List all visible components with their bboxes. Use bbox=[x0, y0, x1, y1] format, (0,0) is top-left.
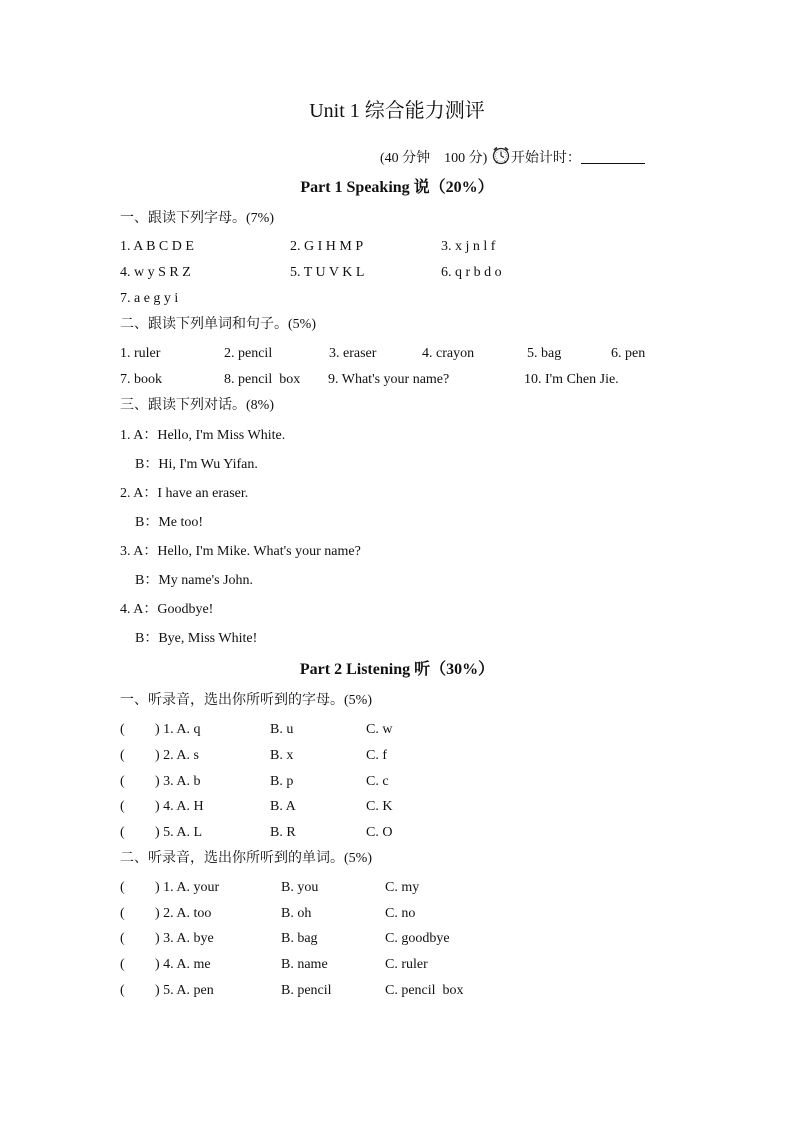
timer-blank[interactable] bbox=[581, 149, 645, 164]
letters-item: 1. A B C D E bbox=[120, 239, 194, 254]
word-item: 1. ruler bbox=[120, 346, 161, 361]
option-a: ) 4. A. H bbox=[155, 799, 204, 814]
letters-item: 4. w y S R Z bbox=[120, 265, 191, 280]
option-c: C. w bbox=[366, 722, 393, 737]
dialogue-line: B：My name's John. bbox=[135, 573, 254, 588]
dialogue-line: 1. A：Hello, I'm Miss White. bbox=[120, 428, 286, 443]
answer-paren: ( bbox=[120, 931, 125, 946]
answer-paren: ( bbox=[120, 774, 125, 789]
option-b: B. u bbox=[270, 722, 294, 737]
answer-paren: ( bbox=[120, 906, 125, 921]
sentence-item: 9. What's your name? bbox=[328, 372, 450, 387]
dialogue-line: 4. A：Goodbye! bbox=[120, 602, 214, 617]
option-b: B. A bbox=[270, 799, 296, 814]
option-c: C. ruler bbox=[385, 957, 428, 972]
option-a: ) 1. A. q bbox=[155, 722, 201, 737]
answer-paren: ( bbox=[120, 748, 125, 763]
option-b: B. p bbox=[270, 774, 294, 789]
option-a: ) 2. A. too bbox=[155, 906, 212, 921]
option-a: ) 3. A. bye bbox=[155, 931, 214, 946]
dialogue-line: B：Hi, I'm Wu Yifan. bbox=[135, 457, 258, 472]
alarm-clock-icon bbox=[491, 145, 511, 169]
option-c: C. c bbox=[366, 774, 389, 789]
option-a: ) 5. A. L bbox=[155, 825, 203, 840]
option-c: C. O bbox=[366, 825, 393, 840]
dialogue-line: 3. A：Hello, I'm Mike. What's your name? bbox=[120, 544, 361, 559]
time-info bbox=[380, 145, 645, 169]
part1-sec3-heading: 三、跟读下列对话。(8%) bbox=[120, 398, 274, 413]
page-title: Unit 1 综合能力测评 bbox=[309, 100, 485, 122]
word-item: 8. pencil box bbox=[224, 372, 301, 387]
answer-paren: ( bbox=[120, 957, 125, 972]
letters-item: 2. G I H M P bbox=[290, 239, 364, 254]
option-b: B. you bbox=[281, 880, 319, 895]
part2-sec1-heading: 一、听录音，选出你所听到的字母。(5%) bbox=[120, 693, 372, 708]
word-item: 4. crayon bbox=[422, 346, 475, 361]
answer-paren: ( bbox=[120, 799, 125, 814]
part1-sec1-heading: 一、跟读下列字母。(7%) bbox=[120, 211, 274, 226]
part2-sec2-heading: 二、听录音，选出你所听到的单词。(5%) bbox=[120, 851, 372, 866]
option-c: C. my bbox=[385, 880, 420, 895]
dialogue-line: B：Me too! bbox=[135, 515, 204, 530]
part1-sec2-heading: 二、跟读下列单词和句子。(5%) bbox=[120, 317, 316, 332]
start-timer-label: 开始计时： bbox=[510, 151, 581, 166]
word-item: 3. eraser bbox=[329, 346, 377, 361]
option-b: B. R bbox=[270, 825, 296, 840]
option-c: C. f bbox=[366, 748, 387, 763]
word-item: 7. book bbox=[120, 372, 162, 387]
letters-item: 5. T U V K L bbox=[290, 265, 365, 280]
option-a: ) 5. A. pen bbox=[155, 983, 214, 998]
option-a: ) 4. A. me bbox=[155, 957, 211, 972]
word-item: 5. bag bbox=[527, 346, 562, 361]
option-c: C. goodbye bbox=[385, 931, 450, 946]
part2-heading: Part 2 Listening 听（30%） bbox=[299, 661, 495, 678]
answer-paren: ( bbox=[120, 722, 125, 737]
dialogue-line: B：Bye, Miss White! bbox=[135, 631, 258, 646]
word-item: 2. pencil bbox=[224, 346, 273, 361]
letters-item: 7. a e g y i bbox=[120, 291, 179, 306]
letters-item: 3. x j n l f bbox=[441, 239, 496, 254]
answer-paren: ( bbox=[120, 880, 125, 895]
option-a: ) 1. A. your bbox=[155, 880, 220, 895]
dialogue-line: 2. A：I have an eraser. bbox=[120, 486, 249, 501]
option-b: B. oh bbox=[281, 906, 312, 921]
answer-paren: ( bbox=[120, 983, 125, 998]
option-c: C. K bbox=[366, 799, 393, 814]
option-c: C. no bbox=[385, 906, 416, 921]
letters-item: 6. q r b d o bbox=[441, 265, 502, 280]
option-b: B. name bbox=[281, 957, 328, 972]
option-a: ) 2. A. s bbox=[155, 748, 199, 763]
answer-paren: ( bbox=[120, 825, 125, 840]
option-b: B. bag bbox=[281, 931, 318, 946]
duration-text: (40 分钟 100 分) bbox=[380, 151, 488, 166]
part1-heading: Part 1 Speaking 说（20%） bbox=[300, 179, 494, 196]
sentence-item: 10. I'm Chen Jie. bbox=[524, 372, 619, 387]
word-item: 6. pen bbox=[611, 346, 646, 361]
option-c: C. pencil box bbox=[385, 983, 464, 998]
option-b: B. pencil bbox=[281, 983, 332, 998]
option-b: B. x bbox=[270, 748, 294, 763]
option-a: ) 3. A. b bbox=[155, 774, 201, 789]
